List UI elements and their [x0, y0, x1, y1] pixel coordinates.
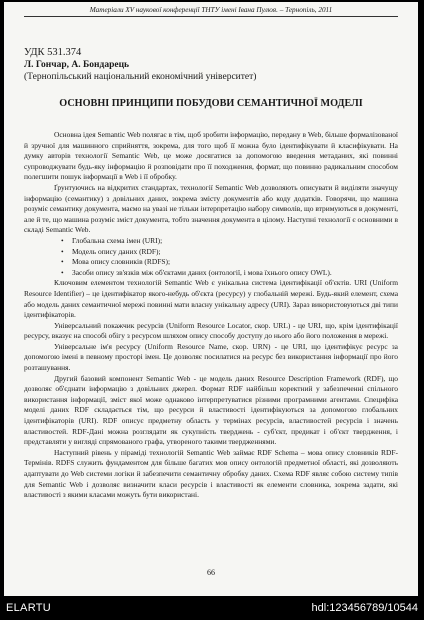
list-item-text: Глобальна схема імен (URI); — [72, 235, 163, 245]
bullet-icon: • — [61, 267, 64, 277]
bullet-icon: • — [61, 246, 64, 256]
list-item-text: Мова опису словників (RDFS); — [72, 257, 171, 267]
udk-code: УДК 531.374 — [24, 47, 82, 58]
list-item — [61, 257, 398, 268]
authors: Л. Гончар, А. Бондарець — [24, 60, 130, 70]
paragraph: Ключовим елементом технологій Semantic Web є унікальна система ідентифікації об'єктів. URI (Uniform Resource Identifier) – це ідентифікатор якого-небудь об'єкта (ресурсу) у глобальній мережі. Будь-який елемент, схема або модель даних семантичної мережі повинні мати власну унікальну адресу (URI). Зараз використовуються дві типи ідентифікаторів. — [24, 278, 398, 320]
technology-list — [24, 236, 398, 278]
list-item — [61, 235, 398, 247]
handle-id: hdl:123456789/10544 — [311, 602, 418, 614]
paragraph: Наступний рівень у піраміді технологій Semantic Web займає RDF Schema – мова опису словників RDF-Термінів. RDFS служить фундаментом для більше багатих мов опису онтологій предметної області, які дозволяють адаптувати до Web системи логіки й забезпечити семантичну обробку даних. Схема RDF являє собою систему типів для Semantic Web і дозволяє визначити класи ресурсів і властивості як елементи словника, зокрема задати, які властивості з якими класами можуть бути використані. — [24, 447, 398, 500]
running-header: Матеріали XV наукової конференції ТНТУ імені Івана Пулюя. – Тернопіль, 2011 — [24, 6, 398, 17]
affiliation: (Тернопільський національний економічний університет) — [24, 72, 257, 82]
list-item-text: Модель опису даних (RDF); — [72, 246, 161, 256]
list-item-text: Засоби опису зв'язків між об'єктами даних (онтології, і мова їхнього опису OWL). — [72, 267, 332, 277]
paragraph: Основна ідея Semantic Web полягає в тім, щоб зробити інформацію, передану в Web, більше формалізованої й зручної для машинного сприйняття, зокрема, для того щоб її можна було ідентифікувати й класифікувати. На думку авторів технології Semantic Web, це може досягатися за допомогою введення метаданих, які повинні супроводжувати будь-яку інформацію й розповідати про її походження, формат, що повинно радикальним способом полегшити пошук інформації в Web і її обробку. — [24, 130, 398, 182]
page-number: 66 — [207, 568, 215, 577]
bullet-icon: • — [61, 257, 64, 267]
document-page — [4, 2, 418, 596]
list-item — [61, 267, 398, 279]
paragraph: Універсальний покажчик ресурсів (Uniform Resource Locator, скор. URL) - це URI, що, крім ідентифікації ресурсу, вказує на способі обігу з ресурсом шляхом опису способу доступу до нього або його положення в мережі. — [24, 320, 398, 341]
paper-title: ОСНОВНІ ПРИНЦИПИ ПОБУДОВИ СЕМАНТИЧНОЇ МОДЕЛІ — [59, 98, 363, 109]
paragraph: Універсальне ім'я ресурсу (Uniform Resource Name, скор. URN) - це URI, що ідентифікує ресурс за допомогою імені в певному просторі імен. Це дозволяє посилатися на ресурс без використання інформації про його розташування. — [24, 341, 398, 373]
paper-body — [24, 130, 398, 501]
bullet-icon: • — [61, 235, 64, 245]
list-item — [61, 246, 398, 258]
paragraph: Другий базовий компонент Semantic Web - це модель даних Resource Description Framework (RDF), що дозволяє об'єднати інформацію з довільних джерел. Формат RDF найбільш коректний у забезпеченні спільного використання інформації, зміст якої може однаково інтерпретуватися різними програмними агентами. Специфіка моделі даних RDF складається тім, що ресурси й властивості ідентифікуються за допомогою глобальних ідентифікаторів (URI). RDF описує предметну область у термінах ресурсів, властивостей ресурсів і значень властивостей. RDF-Дані можна розглядати як сукупність тверджень - суб'єкт, предикат і об'єкт твердження, і представляти у вигляді спрямованого графа, утвореного такими твердженнями. — [24, 373, 398, 447]
repository-label: ELARTU — [6, 602, 51, 614]
paragraph: Ґрунтуючись на відкритих стандартах, технології Semantic Web дозволяють описувати й виділяти значущу інформацію (семантику) з довільних даних, зокрема змісту документів або коду додатків. Говорячи, що машина розуміє семантику документа, маємо на увазі не тільки інтерпретацію набору символів, що втримуються в документі, але й те, що машина розуміє зміст документа, тобто значення документа в цілому. Наступні технології є основними в складі Semantic Web. — [24, 182, 398, 235]
